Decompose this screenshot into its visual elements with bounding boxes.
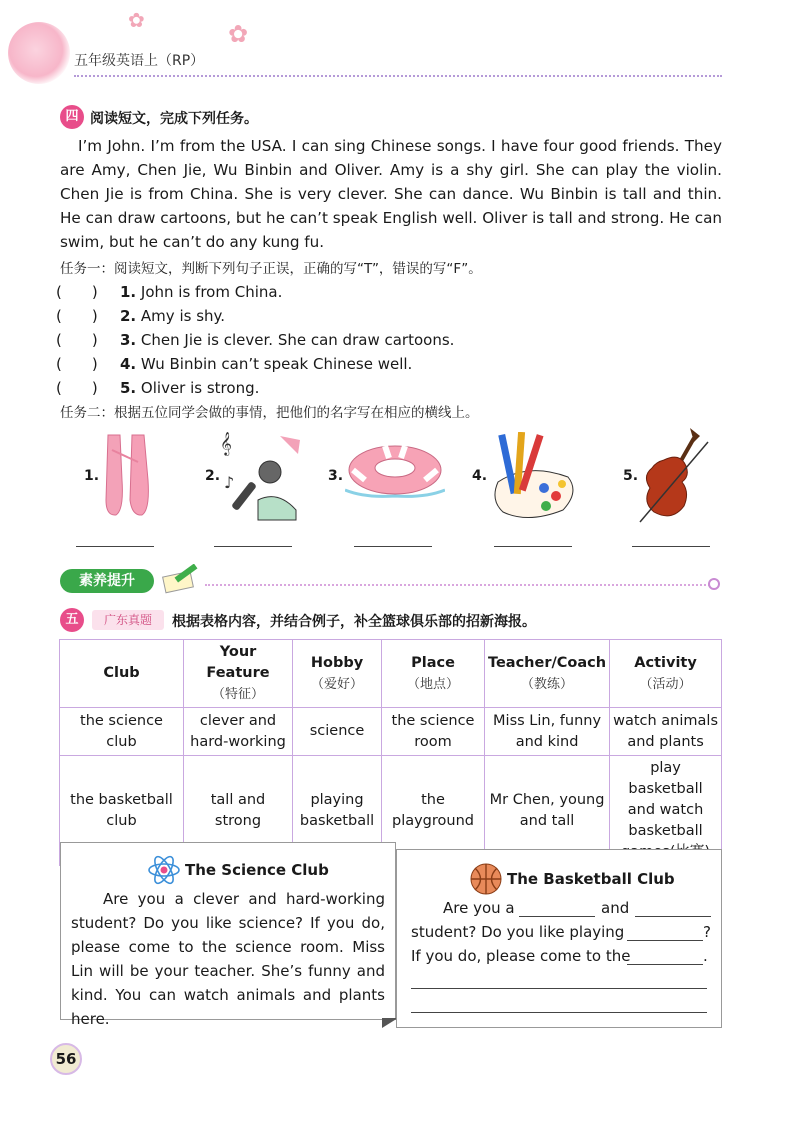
- section-badge: 四: [60, 105, 84, 129]
- column-header: Club: [60, 640, 184, 708]
- statement-number: 1.: [120, 283, 137, 301]
- poster-text: .: [703, 947, 708, 965]
- statement-number: 5.: [120, 379, 137, 397]
- statement-text: John is from China.: [140, 283, 283, 301]
- name-answer-line[interactable]: [632, 546, 710, 547]
- exam-source-tag: 广东真题: [92, 610, 164, 630]
- svg-text:𝄞: 𝄞: [220, 431, 232, 455]
- table-cell: Miss Lin, funny and kind: [485, 708, 610, 756]
- club-info-table: [59, 639, 722, 866]
- picture-number: 3.: [328, 468, 344, 484]
- header-divider: [74, 75, 722, 77]
- decorative-blob: [8, 22, 70, 84]
- section-badge: 五: [60, 608, 84, 632]
- answer-blank[interactable]: ( ): [56, 307, 98, 325]
- poster-text: ?: [703, 923, 711, 941]
- column-header: Teacher/Coach （教练）: [485, 640, 610, 708]
- table-cell: science: [293, 708, 382, 756]
- poster-text: If you do, please come to the: [411, 947, 631, 965]
- fill-in-blank[interactable]: [627, 940, 703, 941]
- statement-text: Oliver is strong.: [140, 379, 260, 397]
- book-title: 五年级英语上（RP）: [74, 53, 205, 69]
- task-two-instruction: 任务二：根据五位同学会做的事情，把他们的名字写在相应的横线上。: [60, 405, 479, 421]
- fill-in-blank[interactable]: [635, 916, 711, 917]
- name-answer-line[interactable]: [76, 546, 154, 547]
- column-header: Your Feature （特征）: [184, 640, 293, 708]
- section-title: 阅读短文，完成下列任务。: [90, 111, 258, 127]
- table-cell: clever and hard-working: [184, 708, 293, 756]
- statement-row: [56, 305, 225, 326]
- statement-row: [56, 377, 259, 398]
- table-cell: playing basketball: [293, 756, 382, 866]
- statement-row: [56, 353, 412, 374]
- answer-blank[interactable]: ( ): [56, 283, 98, 301]
- table-cell: tall and strong: [184, 756, 293, 866]
- picture-number: 1.: [84, 468, 100, 484]
- section-title: 根据表格内容，并结合例子，补全篮球俱乐部的招新海报。: [172, 614, 536, 630]
- table-cell: watch animals and plants: [610, 708, 722, 756]
- basketball-icon: [469, 862, 503, 896]
- table-cell: Mr Chen, young and tall: [485, 756, 610, 866]
- picture-number: 4.: [472, 468, 488, 484]
- poster-text: student? Do you like playing: [411, 923, 625, 941]
- picture-number: 2.: [205, 468, 221, 484]
- column-header: Place （地点）: [382, 640, 485, 708]
- ballet-shoes-icon: [98, 430, 158, 520]
- flower-icon: ✿: [228, 20, 249, 48]
- writing-line[interactable]: [411, 988, 707, 989]
- pencil-notebook-icon: [160, 564, 202, 594]
- science-club-poster: [60, 842, 396, 1028]
- divider-end-icon: [708, 578, 720, 590]
- column-header: Activity （活动）: [610, 640, 722, 708]
- statement-number: 2.: [120, 307, 137, 325]
- table-cell: play basketball and watch basketball: [610, 756, 722, 866]
- poster-text: Are you a: [443, 899, 515, 917]
- banner-divider: [205, 584, 710, 586]
- answer-blank[interactable]: ( ): [56, 331, 98, 349]
- statement-row: [56, 281, 282, 302]
- picture-number: 5.: [623, 468, 639, 484]
- atom-icon: [147, 853, 181, 887]
- table-cell: the science club: [60, 708, 184, 756]
- fill-in-blank[interactable]: [519, 916, 595, 917]
- poster-text: Are you a clever and hard-working student? Do you like science? If you do, please come to the science room. Miss Lin will be your teacher. She’s funny and kind. You can watch animals and plants here.: [71, 890, 385, 1028]
- poster-title: The Basketball Club: [507, 870, 675, 888]
- basketball-club-poster: [396, 849, 722, 1028]
- swim-ring-icon: [345, 440, 445, 500]
- violin-icon: [638, 426, 712, 526]
- table-header-row: [60, 640, 722, 708]
- statement-row: [56, 329, 454, 350]
- column-header: Hobby （爱好）: [293, 640, 382, 708]
- table-cell: the playground: [382, 756, 485, 866]
- reading-passage: I’m John. I’m from the USA. I can sing Chinese songs. I have four good friends. They are Amy, Chen Jie, Wu Binbin and Oliver. Amy is a shy girl. She can play the violin. Chen Jie is from China. She is very clever. She can dance. Wu Binbin is tall and thin. He can draw cartoons, but he can’t speak English well. Oliver is tall and strong. He can swim, but he can’t do any kung fu.: [60, 137, 722, 251]
- paint-palette-icon: [488, 432, 580, 522]
- section-banner: 素养提升: [60, 569, 154, 593]
- fill-in-blank[interactable]: [627, 964, 703, 965]
- statement-text: Amy is shy.: [140, 307, 226, 325]
- flower-icon: ✿: [128, 8, 145, 32]
- writing-line[interactable]: [411, 1012, 707, 1013]
- poster-text: and: [601, 899, 630, 917]
- task-one-instruction: 任务一：阅读短文，判断下列句子正误，正确的写“T”，错误的写“F”。: [60, 261, 482, 277]
- table-cell: the basketball club: [60, 756, 184, 866]
- answer-blank[interactable]: ( ): [56, 355, 98, 373]
- statement-number: 4.: [120, 355, 137, 373]
- statement-number: 3.: [120, 331, 137, 349]
- name-answer-line[interactable]: [354, 546, 432, 547]
- microphone-icon: [218, 430, 303, 522]
- answer-blank[interactable]: ( ): [56, 379, 98, 397]
- statement-text: Chen Jie is clever. She can draw cartoons.: [140, 331, 455, 349]
- page-number: 56: [50, 1043, 82, 1075]
- name-answer-line[interactable]: [494, 546, 572, 547]
- svg-text:♪: ♪: [224, 473, 235, 492]
- poster-title: The Science Club: [185, 861, 329, 879]
- table-row: [60, 708, 722, 756]
- table-cell: the science room: [382, 708, 485, 756]
- statement-text: Wu Binbin can’t speak Chinese well.: [140, 355, 413, 373]
- name-answer-line[interactable]: [214, 546, 292, 547]
